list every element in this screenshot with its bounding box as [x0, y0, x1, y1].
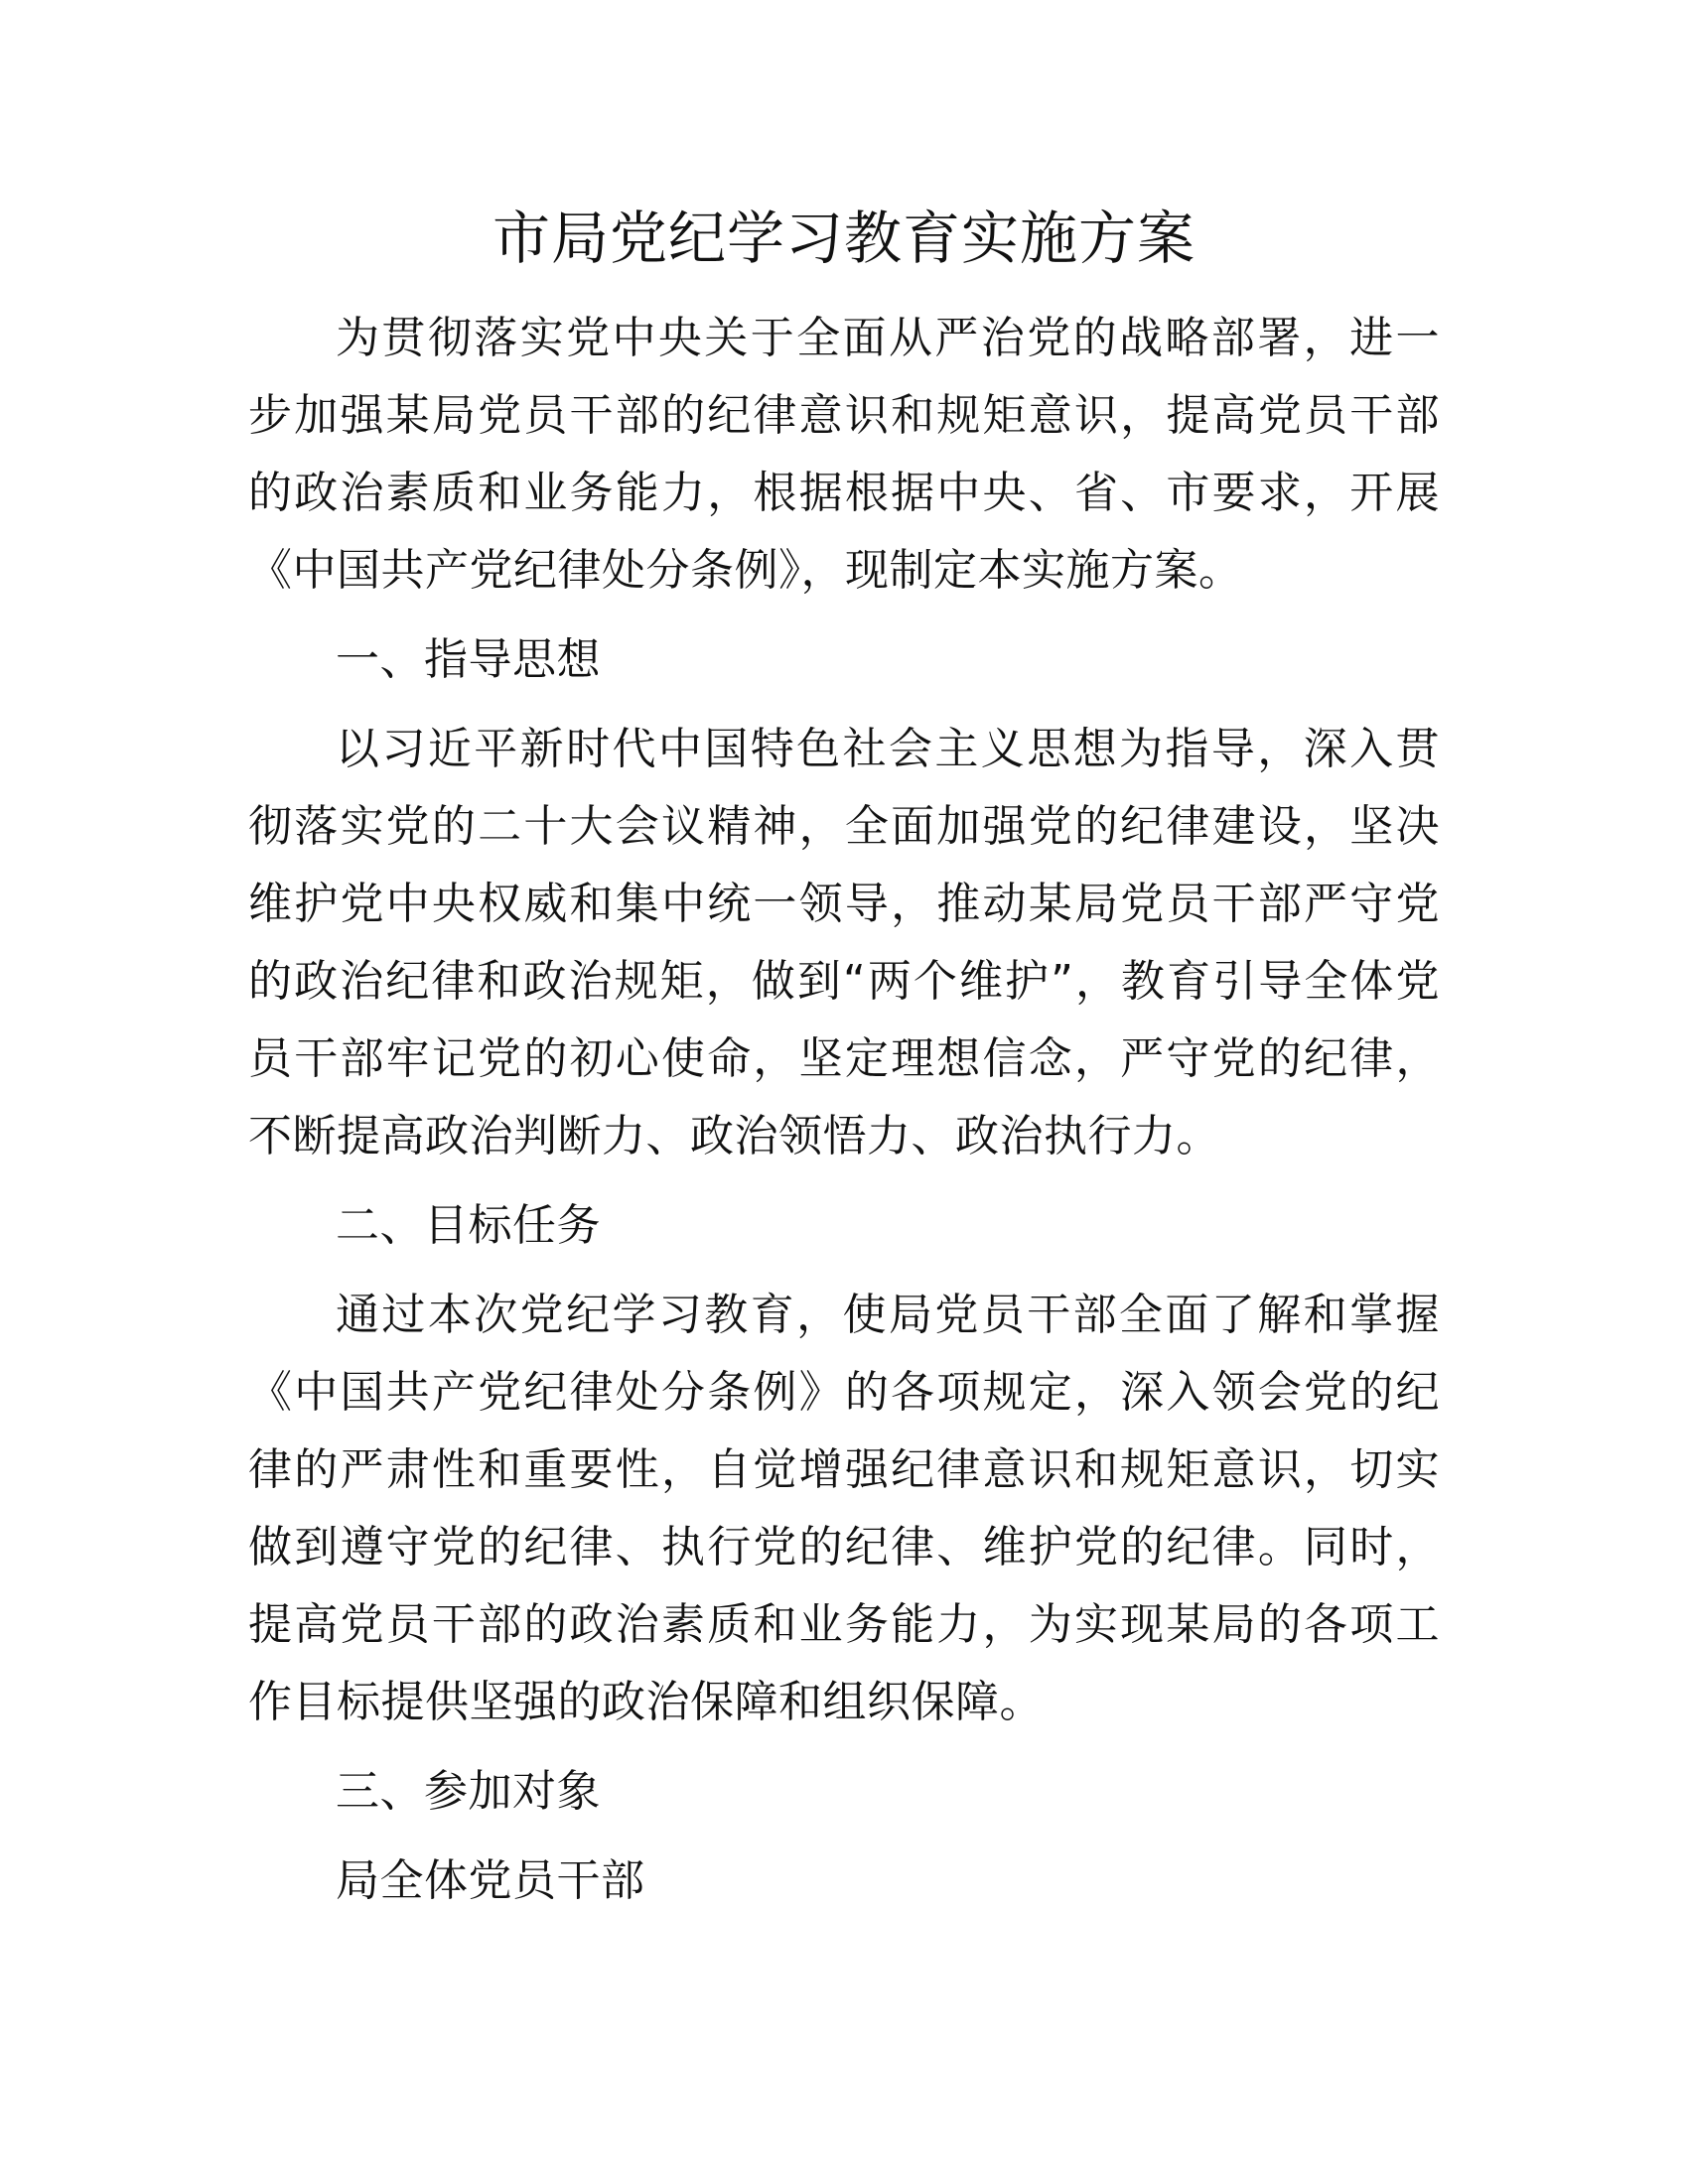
document-body [248, 300, 1440, 1920]
intro-paragraph: 为贯彻落实党中央关于全面从严治党的战略部署，进一步加强某局党员干部的纪律意识和规矩意识，提高党员干部的政治素质和业务能力，根据根据中央、省、市要求，开展《中国共产党纪律处分条例》，现制定本实施方案。 [248, 313, 1440, 596]
spacer [248, 1741, 1440, 1753]
section-body-guiding-thought: 以习近平新时代中国特色社会主义思想为指导，深入贯彻落实党的二十大会议精神，全面加强党的纪律建设，坚决维护党中央权威和集中统一领导，推动某局党员干部严守党的政治纪律和政治规矩，做到“两个维护”，教育引导全体党员干部牢记党的初心使命，坚定理想信念，严守党的纪律，不断提高政治判断力、政治领悟力、政治执行力。 [248, 724, 1440, 1161]
section-body-objectives: 通过本次党纪学习教育，使局党员干部全面了解和掌握《中国共产党纪律处分条例》的各项规定，深入领会党的纪律的严肃性和重要性，自觉增强纪律意识和规矩意识，切实做到遵守党的纪律、执行党的纪律、维护党的纪律。同时，提高党员干部的政治素质和业务能力，为实现某局的各项工作目标提供坚强的政治保障和组织保障。 [248, 1290, 1440, 1727]
spacer [248, 610, 1440, 621]
section-body-participants: 局全体党员干部 [336, 1855, 645, 1906]
spacer [248, 699, 1440, 711]
section-heading-objectives: 二、目标任务 [336, 1200, 601, 1251]
spacer [248, 1175, 1440, 1187]
spacer [248, 1831, 1440, 1843]
document-title: 市局党纪学习教育实施方案 [492, 205, 1196, 272]
section-heading-participants: 三、参加对象 [336, 1766, 601, 1817]
spacer [248, 1265, 1440, 1277]
section-heading-guiding-thought: 一、指导思想 [336, 634, 601, 685]
